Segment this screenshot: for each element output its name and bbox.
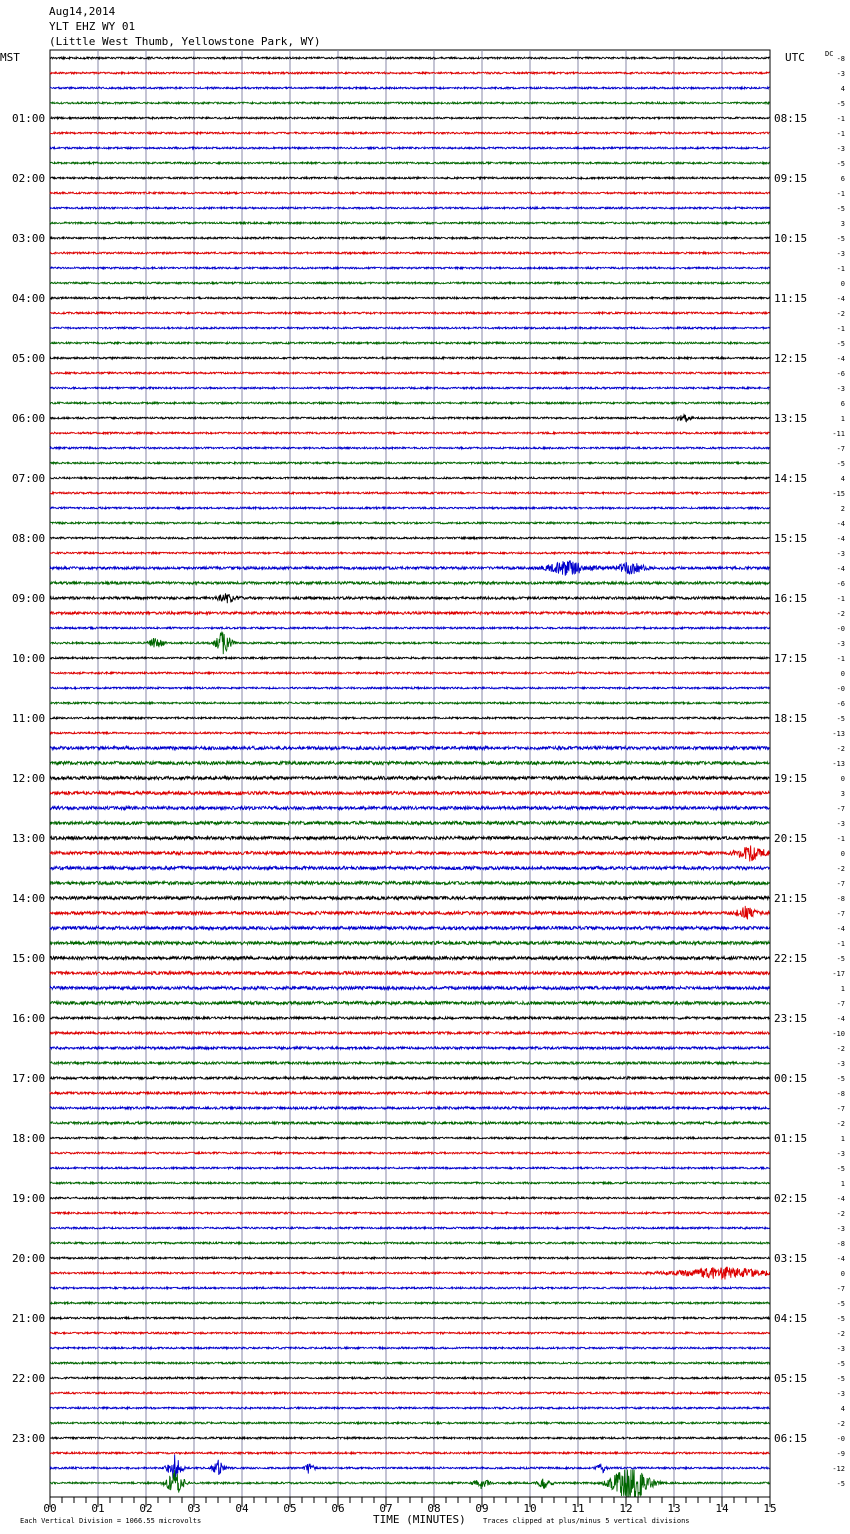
dc-offset-label: -4	[836, 520, 845, 528]
trace-line	[50, 415, 770, 422]
mst-hour-label: 03:00	[12, 232, 46, 245]
trace-line	[50, 845, 770, 861]
utc-hour-label: 04:15	[774, 1312, 808, 1325]
trace-line	[50, 1242, 770, 1244]
dc-offset-label: -3	[836, 1345, 845, 1353]
footer-clip: Traces clipped at plus/minus 5 vertical divisions	[483, 1517, 690, 1525]
trace-line	[50, 282, 770, 284]
trace-line	[50, 1392, 770, 1394]
dc-offset-label: -4	[836, 295, 845, 303]
dc-offset-label: -5	[836, 235, 845, 243]
trace-line	[50, 1287, 770, 1289]
dc-offset-label: -3	[836, 385, 845, 393]
footer-scale: Each Vertical Division = 1066.55 microvolts	[20, 1517, 202, 1525]
trace-line	[50, 1470, 770, 1497]
dc-offset-label: 1	[840, 1135, 845, 1143]
date-label: Aug14,2014	[49, 5, 116, 18]
dc-offset-label: -5	[836, 205, 845, 213]
utc-hour-label: 19:15	[774, 772, 808, 785]
trace-line	[50, 1452, 770, 1454]
trace-line	[50, 971, 770, 974]
mst-hour-label: 13:00	[12, 832, 46, 845]
x-tick-label: 08	[427, 1502, 441, 1515]
dc-offset-label: 0	[840, 280, 845, 288]
trace-line	[50, 1122, 770, 1124]
x-tick-label: 05	[283, 1502, 297, 1515]
utc-hour-label: 09:15	[774, 172, 808, 185]
dc-offset-label: 6	[840, 400, 845, 408]
dc-offset-label: -12	[832, 1465, 845, 1473]
x-tick-label: 03	[187, 1502, 201, 1515]
dc-offset-label: -0	[836, 625, 845, 633]
dc-offset-label: -0	[836, 685, 845, 693]
trace-line	[50, 1197, 770, 1199]
dc-offset-label: 3	[840, 790, 845, 798]
trace-line	[50, 342, 770, 344]
trace-line	[50, 1377, 770, 1379]
dc-offset-label: -7	[836, 880, 845, 888]
trace-line	[50, 1032, 770, 1034]
dc-offset-label: -7	[836, 805, 845, 813]
dc-offset-label: 0	[840, 1270, 845, 1278]
trace-line	[50, 746, 770, 749]
dc-offset-label: -5	[836, 1480, 845, 1488]
dc-offset-label: -1	[836, 130, 845, 138]
utc-hour-label: 14:15	[774, 472, 808, 485]
dc-offset-label: -7	[836, 1285, 845, 1293]
dc-offset-label: -10	[832, 1030, 845, 1038]
dc-offset-label: -5	[836, 1360, 845, 1368]
mst-hour-label: 14:00	[12, 892, 46, 905]
dc-offset-label: -6	[836, 370, 845, 378]
utc-hour-label: 16:15	[774, 592, 808, 605]
dc-offset-label: -4	[836, 1015, 845, 1023]
mst-hour-label: 12:00	[12, 772, 46, 785]
x-tick-label: 00	[43, 1502, 57, 1515]
dc-offset-label: -8	[836, 55, 845, 63]
dc-offset-label: -3	[836, 550, 845, 558]
trace-line	[50, 717, 770, 719]
dc-offset-label: -2	[836, 1420, 845, 1428]
trace-line	[50, 1047, 770, 1049]
dc-offset-label: -4	[836, 535, 845, 543]
trace-line	[50, 1107, 770, 1109]
mst-hour-label: 18:00	[12, 1132, 46, 1145]
mst-hour-label: 21:00	[12, 1312, 46, 1325]
dc-offset-label: -5	[836, 1300, 845, 1308]
trace-line	[50, 477, 770, 479]
mst-hour-label: 15:00	[12, 952, 46, 965]
utc-hour-label: 11:15	[774, 292, 808, 305]
trace-line	[50, 207, 770, 209]
trace-line	[50, 806, 770, 809]
trace-line	[50, 237, 770, 239]
utc-hour-label: 22:15	[774, 952, 808, 965]
trace-line	[50, 791, 770, 794]
dc-offset-label: -3	[836, 1390, 845, 1398]
trace-line	[50, 552, 770, 554]
utc-hour-label: 06:15	[774, 1432, 808, 1445]
mst-hour-label: 06:00	[12, 412, 46, 425]
trace-line	[50, 252, 770, 254]
trace-line	[50, 507, 770, 509]
mst-hour-label: 01:00	[12, 112, 46, 125]
mst-hour-label: 10:00	[12, 652, 46, 665]
dc-offset-label: -1	[836, 655, 845, 663]
trace-line	[50, 1092, 770, 1094]
dc-offset-label: -2	[836, 1120, 845, 1128]
trace-line	[50, 447, 770, 449]
dc-offset-label: -8	[836, 1240, 845, 1248]
dc-offset-label: 4	[840, 85, 845, 93]
trace-line	[50, 387, 770, 389]
trace-line	[50, 672, 770, 674]
trace-line	[50, 162, 770, 164]
trace-line	[50, 926, 770, 929]
trace-line	[50, 1212, 770, 1214]
x-tick-label: 14	[715, 1502, 729, 1515]
location-label: (Little West Thumb, Yellowstone Park, WY)	[49, 35, 321, 48]
x-tick-label: 06	[331, 1502, 345, 1515]
dc-offset-label: -5	[836, 955, 845, 963]
dc-offset-label: -6	[836, 580, 845, 588]
trace-line	[50, 776, 770, 779]
x-tick-label: 07	[379, 1502, 393, 1515]
trace-line	[50, 147, 770, 149]
mst-hour-label: 04:00	[12, 292, 46, 305]
utc-hour-label: 12:15	[774, 352, 808, 365]
trace-line	[50, 1362, 770, 1364]
trace-line	[50, 821, 770, 824]
mst-hour-label: 20:00	[12, 1252, 46, 1265]
trace-line	[50, 1182, 770, 1184]
trace-line	[50, 1227, 770, 1229]
trace-line	[50, 1347, 770, 1349]
mst-hour-label: 08:00	[12, 532, 46, 545]
trace-line	[50, 732, 770, 734]
dc-offset-label: -15	[832, 490, 845, 498]
dc-offset-label: -8	[836, 895, 845, 903]
trace-line	[50, 1317, 770, 1319]
utc-hour-label: 10:15	[774, 232, 808, 245]
dc-offset-label: -4	[836, 925, 845, 933]
trace-line	[50, 297, 770, 299]
trace-line	[50, 627, 770, 629]
mst-hour-label: 23:00	[12, 1432, 46, 1445]
mst-hour-label: 16:00	[12, 1012, 46, 1025]
dc-offset-label: -11	[832, 430, 845, 438]
dc-offset-label: 6	[840, 175, 845, 183]
dc-offset-labels	[832, 55, 845, 1488]
utc-hour-label: 15:15	[774, 532, 808, 545]
dc-offset-label: -6	[836, 700, 845, 708]
dc-offset-label: -3	[836, 820, 845, 828]
dc-offset-label: 2	[840, 505, 845, 513]
trace-line	[50, 1455, 770, 1479]
utc-hour-label: 02:15	[774, 1192, 808, 1205]
dc-offset-label: -17	[832, 970, 845, 978]
dc-offset-label: -3	[836, 640, 845, 648]
utc-hour-label: 20:15	[774, 832, 808, 845]
trace-line	[50, 357, 770, 359]
trace-line	[50, 57, 770, 59]
mst-label: MST	[0, 51, 20, 64]
dc-offset-label: 0	[840, 850, 845, 858]
trace-line	[50, 1077, 770, 1079]
dc-offset-label: 4	[840, 1405, 845, 1413]
dc-offset-label: -13	[832, 730, 845, 738]
dc-offset-label: -7	[836, 910, 845, 918]
mst-hour-label: 05:00	[12, 352, 46, 365]
trace-line	[50, 1137, 770, 1139]
x-tick-label: 10	[523, 1502, 537, 1515]
x-tick-label: 01	[91, 1502, 105, 1515]
trace-line	[50, 941, 770, 944]
trace-line	[50, 906, 770, 920]
trace-line	[50, 1407, 770, 1409]
dc-offset-label: -5	[836, 160, 845, 168]
dc-offset-label: -5	[836, 100, 845, 108]
trace-line	[50, 702, 770, 704]
trace-line	[50, 267, 770, 269]
dc-offset-label: -3	[836, 250, 845, 258]
utc-hour-label: 23:15	[774, 1012, 808, 1025]
utc-hour-label: 21:15	[774, 892, 808, 905]
dc-offset-label: -5	[836, 460, 845, 468]
dc-offset-label: -3	[836, 1225, 845, 1233]
utc-hour-label: 08:15	[774, 112, 808, 125]
trace-line	[50, 582, 770, 585]
trace-line	[50, 956, 770, 959]
trace-line	[50, 1267, 770, 1280]
trace-line	[50, 192, 770, 194]
dc-offset-label: -2	[836, 310, 845, 318]
trace-line	[50, 1422, 770, 1424]
dc-offset-label: -4	[836, 565, 845, 573]
trace-line	[50, 132, 770, 134]
trace-line	[50, 462, 770, 464]
trace-line	[50, 537, 770, 539]
dc-offset-label: -8	[836, 1090, 845, 1098]
trace-line	[50, 687, 770, 689]
dc-offset-label: -4	[836, 1195, 845, 1203]
x-tick-label: 13	[667, 1502, 681, 1515]
utc-hour-label: 00:15	[774, 1072, 808, 1085]
dc-offset-label: -1	[836, 835, 845, 843]
dc-offset-label: 1	[840, 415, 845, 423]
dc-offset-label: -1	[836, 190, 845, 198]
dc-offset-label: -3	[836, 1060, 845, 1068]
trace-line	[50, 432, 770, 434]
mst-hour-label: 19:00	[12, 1192, 46, 1205]
mst-hour-label: 11:00	[12, 712, 46, 725]
dc-offset-label: 0	[840, 775, 845, 783]
dc-offset-label: -1	[836, 595, 845, 603]
x-tick-label: 12	[619, 1502, 633, 1515]
x-tick-label: 15	[763, 1502, 777, 1515]
x-axis-title: TIME (MINUTES)	[373, 1513, 466, 1526]
mst-hour-label: 17:00	[12, 1072, 46, 1085]
utc-hour-label: 01:15	[774, 1132, 808, 1145]
dc-offset-label: -4	[836, 1255, 845, 1263]
dc-label: DC	[825, 50, 834, 58]
trace-line	[50, 1017, 770, 1019]
utc-hour-label: 18:15	[774, 712, 808, 725]
dc-offset-label: -2	[836, 1045, 845, 1053]
trace-line	[50, 657, 770, 659]
trace-line	[50, 402, 770, 404]
trace-line	[50, 836, 770, 839]
trace-line	[50, 986, 770, 989]
utc-label: UTC	[785, 51, 805, 64]
dc-offset-label: -5	[836, 1375, 845, 1383]
dc-offset-label: -3	[836, 145, 845, 153]
trace-line	[50, 866, 770, 869]
utc-hour-labels	[774, 112, 807, 1445]
mst-hour-label: 07:00	[12, 472, 46, 485]
trace-line	[50, 761, 770, 764]
dc-offset-label: -1	[836, 265, 845, 273]
trace-group	[50, 57, 770, 1496]
dc-offset-label: -5	[836, 1315, 845, 1323]
trace-line	[50, 222, 770, 224]
utc-hour-label: 05:15	[774, 1372, 808, 1385]
trace-line	[50, 1302, 770, 1304]
trace-line	[50, 612, 770, 615]
dc-offset-label: -3	[836, 1150, 845, 1158]
dc-offset-label: 1	[840, 985, 845, 993]
trace-line	[50, 492, 770, 494]
dc-offset-label: -5	[836, 1165, 845, 1173]
dc-offset-label: -9	[836, 1450, 845, 1458]
trace-line	[50, 177, 770, 179]
dc-offset-label: -7	[836, 1105, 845, 1113]
dc-offset-label: -2	[836, 1330, 845, 1338]
x-tick-label: 09	[475, 1502, 489, 1515]
mst-hour-label: 02:00	[12, 172, 46, 185]
x-tick-label: 02	[139, 1502, 153, 1515]
dc-offset-label: -1	[836, 940, 845, 948]
dc-offset-label: -3	[836, 70, 845, 78]
trace-line	[50, 1257, 770, 1259]
utc-hour-label: 17:15	[774, 652, 808, 665]
trace-line	[50, 1152, 770, 1154]
trace-line	[50, 881, 770, 884]
trace-line	[50, 1167, 770, 1169]
dc-offset-label: -5	[836, 1075, 845, 1083]
dc-offset-label: -2	[836, 865, 845, 873]
mst-hour-label: 09:00	[12, 592, 46, 605]
dc-offset-label: -2	[836, 610, 845, 618]
trace-line	[50, 1062, 770, 1064]
trace-line	[50, 522, 770, 524]
trace-line	[50, 312, 770, 314]
dc-offset-label: -13	[832, 760, 845, 768]
trace-line	[50, 1332, 770, 1334]
trace-line	[50, 1001, 770, 1004]
x-tick-label: 11	[571, 1502, 585, 1515]
trace-line	[50, 372, 770, 374]
mst-hour-labels	[12, 112, 45, 1445]
mst-hour-label: 22:00	[12, 1372, 46, 1385]
dc-offset-label: 1	[840, 1180, 845, 1188]
utc-hour-label: 03:15	[774, 1252, 808, 1265]
trace-line	[50, 117, 770, 119]
dc-offset-label: 3	[840, 220, 845, 228]
dc-offset-label: -5	[836, 340, 845, 348]
dc-offset-label: 0	[840, 670, 845, 678]
trace-line	[50, 560, 770, 575]
trace-line	[50, 72, 770, 74]
dc-offset-label: -0	[836, 1435, 845, 1443]
dc-offset-label: -1	[836, 325, 845, 333]
dc-offset-label: 4	[840, 475, 845, 483]
x-tick-label: 04	[235, 1502, 249, 1515]
trace-line	[50, 896, 770, 899]
dc-offset-label: -7	[836, 445, 845, 453]
dc-offset-label: -4	[836, 355, 845, 363]
trace-line	[50, 87, 770, 89]
dc-offset-label: -7	[836, 1000, 845, 1008]
dc-offset-label: -1	[836, 115, 845, 123]
trace-line	[50, 1437, 770, 1439]
trace-line	[50, 632, 770, 655]
utc-hour-label: 13:15	[774, 412, 808, 425]
trace-line	[50, 102, 770, 104]
trace-line	[50, 593, 770, 603]
station-label: YLT EHZ WY 01	[49, 20, 136, 33]
trace-line	[50, 327, 770, 329]
dc-offset-label: -2	[836, 745, 845, 753]
dc-offset-label: -2	[836, 1210, 845, 1218]
dc-offset-label: -5	[836, 715, 845, 723]
